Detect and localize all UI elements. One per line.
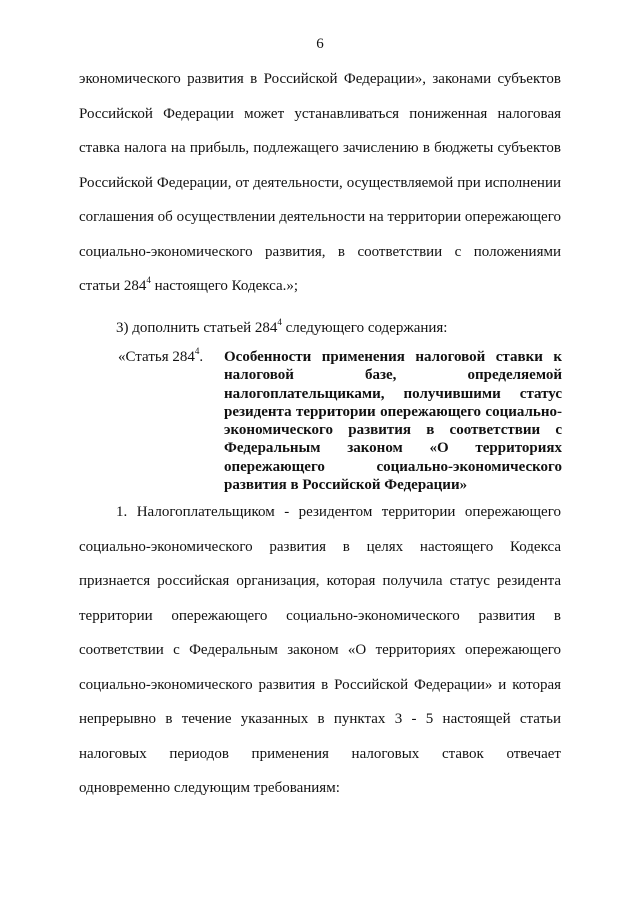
article-label-prefix: «Статья 284: [118, 349, 195, 365]
item-3-paragraph: [79, 311, 561, 346]
intro-paragraph: [79, 62, 561, 304]
intro-superscript: 4: [146, 275, 151, 285]
item-3-text: 3) дополнить статьей 284: [116, 320, 278, 336]
article-label-superscript: 4: [194, 346, 200, 356]
article-label: [118, 348, 218, 366]
article-title: Особенности применения налоговой ставки к налоговой базе, определяемой налогоплательщиками, получившими статус резидента территории опережающего социально-экономического развития в соответствии с Федеральным законом «О территориях опережающего социально-экономического развития в Российской Федерации»: [224, 349, 562, 494]
item-3-superscript: 4: [277, 317, 282, 327]
page-number: 6: [316, 36, 324, 52]
intro-text: экономического развития в Российской Федерации», законами субъектов Российской Федерации может устанавливаться пониженная налоговая ставка налога на прибыль, подлежащего зачислению в бюджеты субъектов Российской Федерации, от деятельности, осуществляемой при исполнении соглашения об осуществлении деятельности на территории опережающего социально-экономического развития, в соответствии с положениями статьи 284: [79, 71, 561, 294]
article-label-suffix: .: [199, 349, 204, 365]
point-1-paragraph: 1. Налогоплательщиком - резидентом территории опережающего социально-экономического развития в целях настоящего Кодекса признается российская организация, которая получила статус резидента территории опережающего социально-экономического развития в соответствии с Федеральным законом «О территориях опережающего социально-экономического развития в Российской Федерации» и которая непрерывно в течение указанных в пунктах 3 - 5 настоящей статьи налоговых периодов применения налоговых ставок отвечает одновременно следующим требованиям:: [79, 504, 561, 796]
intro-text-end: настоящего Кодекса.»;: [150, 278, 299, 294]
item-3-text-end: следующего содержания:: [281, 320, 448, 336]
